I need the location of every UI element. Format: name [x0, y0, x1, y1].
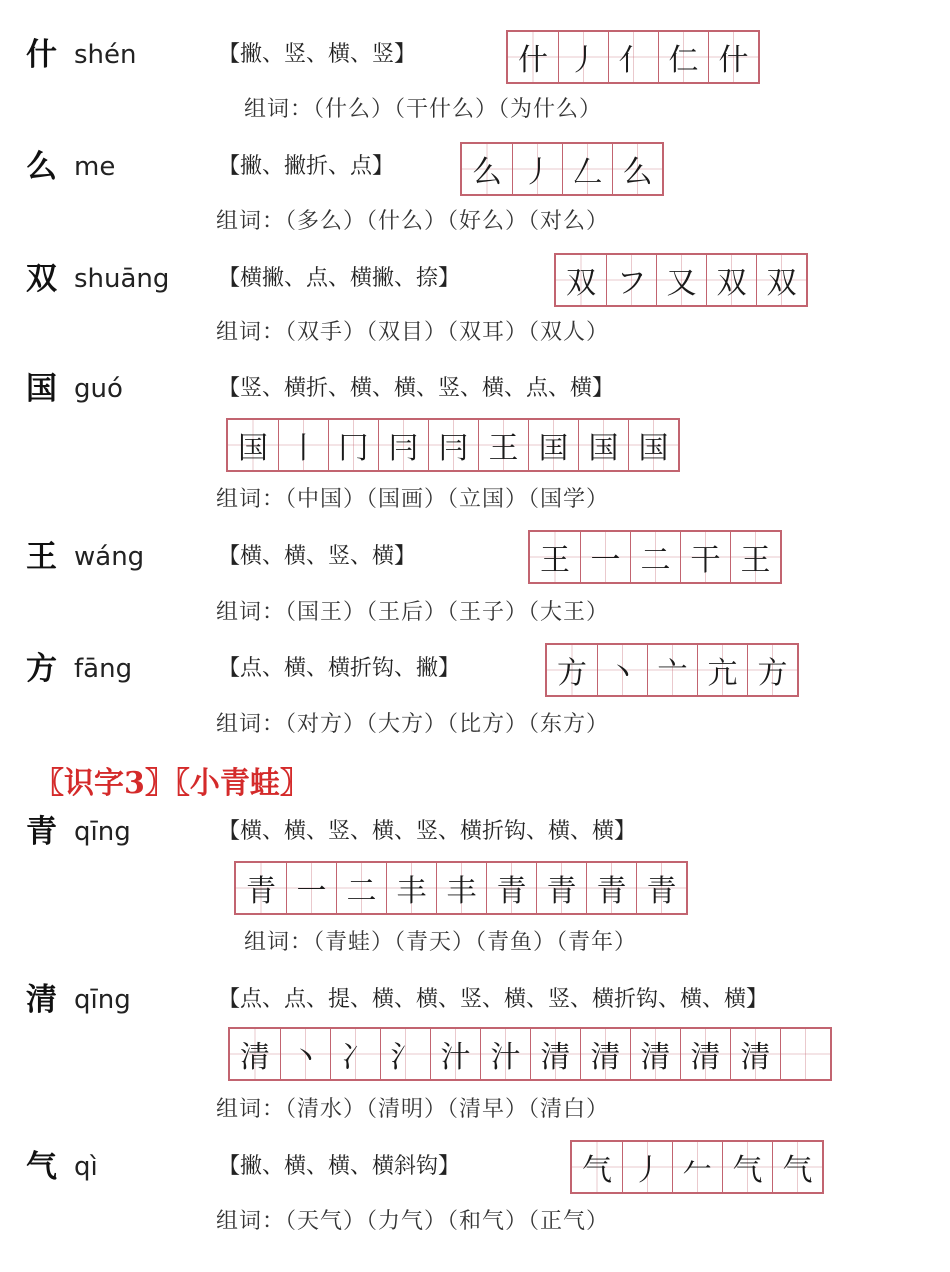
stroke-cell: 清 — [530, 1029, 580, 1079]
stroke-cell: 清 — [730, 1029, 780, 1079]
pinyin: shuāng — [74, 264, 170, 294]
stroke-cell: 青 — [486, 863, 536, 913]
pinyin: wáng — [74, 542, 145, 572]
stroke-cell: 又 — [656, 255, 706, 305]
stroke-grid — [460, 142, 664, 196]
stroke-order: 【横、横、竖、横】 — [218, 544, 417, 569]
stroke-cell: 方 — [747, 645, 797, 695]
stroke-cell: 𠃋 — [562, 144, 612, 194]
stroke-cell: 丶 — [597, 645, 647, 695]
stroke-cell: 丨 — [278, 420, 328, 470]
stroke-grid — [545, 643, 799, 697]
stroke-cell: 丶 — [280, 1029, 330, 1079]
stroke-grid — [234, 861, 688, 915]
stroke-grid — [528, 530, 782, 584]
stroke-cell: 冂 — [328, 420, 378, 470]
stroke-cell: 亠 — [647, 645, 697, 695]
pinyin: shén — [74, 40, 137, 70]
stroke-cell: 王 — [530, 532, 580, 582]
stroke-cell — [780, 1029, 830, 1079]
stroke-order: 【横、横、竖、横、竖、横折钩、横、横】 — [218, 819, 637, 844]
stroke-cell: 双 — [706, 255, 756, 305]
stroke-cell: 青 — [636, 863, 686, 913]
stroke-cell: 汁 — [430, 1029, 480, 1079]
section-title: 〖识字3〗〖小青蛙〗 — [34, 766, 310, 801]
stroke-cell: 青 — [236, 863, 286, 913]
stroke-cell: 国 — [628, 420, 678, 470]
stroke-grid — [228, 1027, 832, 1081]
stroke-grid — [570, 1140, 824, 1194]
stroke-grid — [554, 253, 808, 307]
stroke-cell: 清 — [580, 1029, 630, 1079]
stroke-cell: 青 — [536, 863, 586, 913]
stroke-cell: 青 — [586, 863, 636, 913]
stroke-order: 【撇、横、横、横斜钩】 — [218, 1154, 461, 1179]
stroke-cell: 国 — [578, 420, 628, 470]
stroke-cell: 丿 — [558, 32, 608, 82]
character: 双 — [26, 261, 57, 297]
character: 国 — [26, 371, 57, 407]
word-list: 组词：（天气）（力气）（和气）（正气） — [216, 1209, 610, 1234]
stroke-cell: 二 — [630, 532, 680, 582]
stroke-cell: 什 — [708, 32, 758, 82]
stroke-cell: 丰 — [436, 863, 486, 913]
pinyin: me — [74, 152, 116, 182]
stroke-cell: 么 — [462, 144, 512, 194]
pinyin: qīng — [74, 985, 131, 1015]
stroke-order: 【撇、竖、横、竖】 — [218, 42, 417, 67]
stroke-order: 【撇、撇折、点】 — [218, 154, 395, 179]
pinyin: guó — [74, 374, 123, 404]
word-list: 组词：（对方）（大方）（比方）（东方） — [216, 712, 610, 737]
character: 王 — [26, 539, 57, 575]
character: 气 — [26, 1149, 57, 1185]
pinyin: qì — [74, 1152, 98, 1182]
stroke-order: 【点、横、横折钩、撇】 — [218, 656, 461, 681]
stroke-order: 【点、点、提、横、横、竖、横、竖、横折钩、横、横】 — [218, 987, 769, 1012]
character: 青 — [26, 814, 57, 850]
stroke-cell: 双 — [756, 255, 806, 305]
pinyin: fāng — [74, 654, 133, 684]
stroke-cell: 二 — [336, 863, 386, 913]
word-list: 组词：（双手）（双目）（双耳）（双人） — [216, 320, 610, 345]
word-list: 组词：（什么）（干什么）（为什么） — [244, 97, 603, 122]
stroke-cell: 双 — [556, 255, 606, 305]
stroke-cell: 清 — [680, 1029, 730, 1079]
stroke-grid — [226, 418, 680, 472]
stroke-cell: 亢 — [697, 645, 747, 695]
stroke-cell: 丿 — [512, 144, 562, 194]
stroke-cell: フ — [606, 255, 656, 305]
word-list: 组词：（青蛙）（青天）（青鱼）（青年） — [244, 930, 638, 955]
stroke-cell: 气 — [722, 1142, 772, 1192]
character: 清 — [26, 982, 57, 1018]
stroke-cell: 𠂉 — [672, 1142, 722, 1192]
word-list: 组词：（中国）（国画）（立国）（国学） — [216, 487, 610, 512]
stroke-cell: 王 — [478, 420, 528, 470]
stroke-cell: 冃 — [378, 420, 428, 470]
character: 什 — [26, 37, 57, 73]
character: 么 — [26, 149, 57, 185]
stroke-cell: 么 — [612, 144, 662, 194]
stroke-order: 【竖、横折、横、横、竖、横、点、横】 — [218, 376, 615, 401]
stroke-cell: 王 — [730, 532, 780, 582]
stroke-cell: 一 — [286, 863, 336, 913]
stroke-cell: 丰 — [386, 863, 436, 913]
stroke-cell: 方 — [547, 645, 597, 695]
stroke-cell: 什 — [508, 32, 558, 82]
stroke-cell: 氵 — [380, 1029, 430, 1079]
word-list: 组词：（国王）（王后）（王子）（大王） — [216, 600, 610, 625]
stroke-cell: 清 — [230, 1029, 280, 1079]
stroke-cell: 一 — [580, 532, 630, 582]
word-list: 组词：（多么）（什么）（好么）（对么） — [216, 209, 610, 234]
stroke-cell: 气 — [772, 1142, 822, 1192]
stroke-cell: 丿 — [622, 1142, 672, 1192]
stroke-cell: 囯 — [528, 420, 578, 470]
stroke-cell: 气 — [572, 1142, 622, 1192]
character: 方 — [26, 651, 57, 687]
stroke-cell: 仁 — [658, 32, 708, 82]
stroke-grid — [506, 30, 760, 84]
pinyin: qīng — [74, 817, 131, 847]
stroke-cell: 汁 — [480, 1029, 530, 1079]
stroke-cell: 冫 — [330, 1029, 380, 1079]
stroke-cell: 清 — [630, 1029, 680, 1079]
stroke-order: 【横撇、点、横撇、捺】 — [218, 266, 461, 291]
stroke-cell: 国 — [228, 420, 278, 470]
stroke-cell: 冃 — [428, 420, 478, 470]
stroke-cell: 干 — [680, 532, 730, 582]
stroke-cell: 亻 — [608, 32, 658, 82]
word-list: 组词：（清水）（清明）（清早）（清白） — [216, 1097, 610, 1122]
